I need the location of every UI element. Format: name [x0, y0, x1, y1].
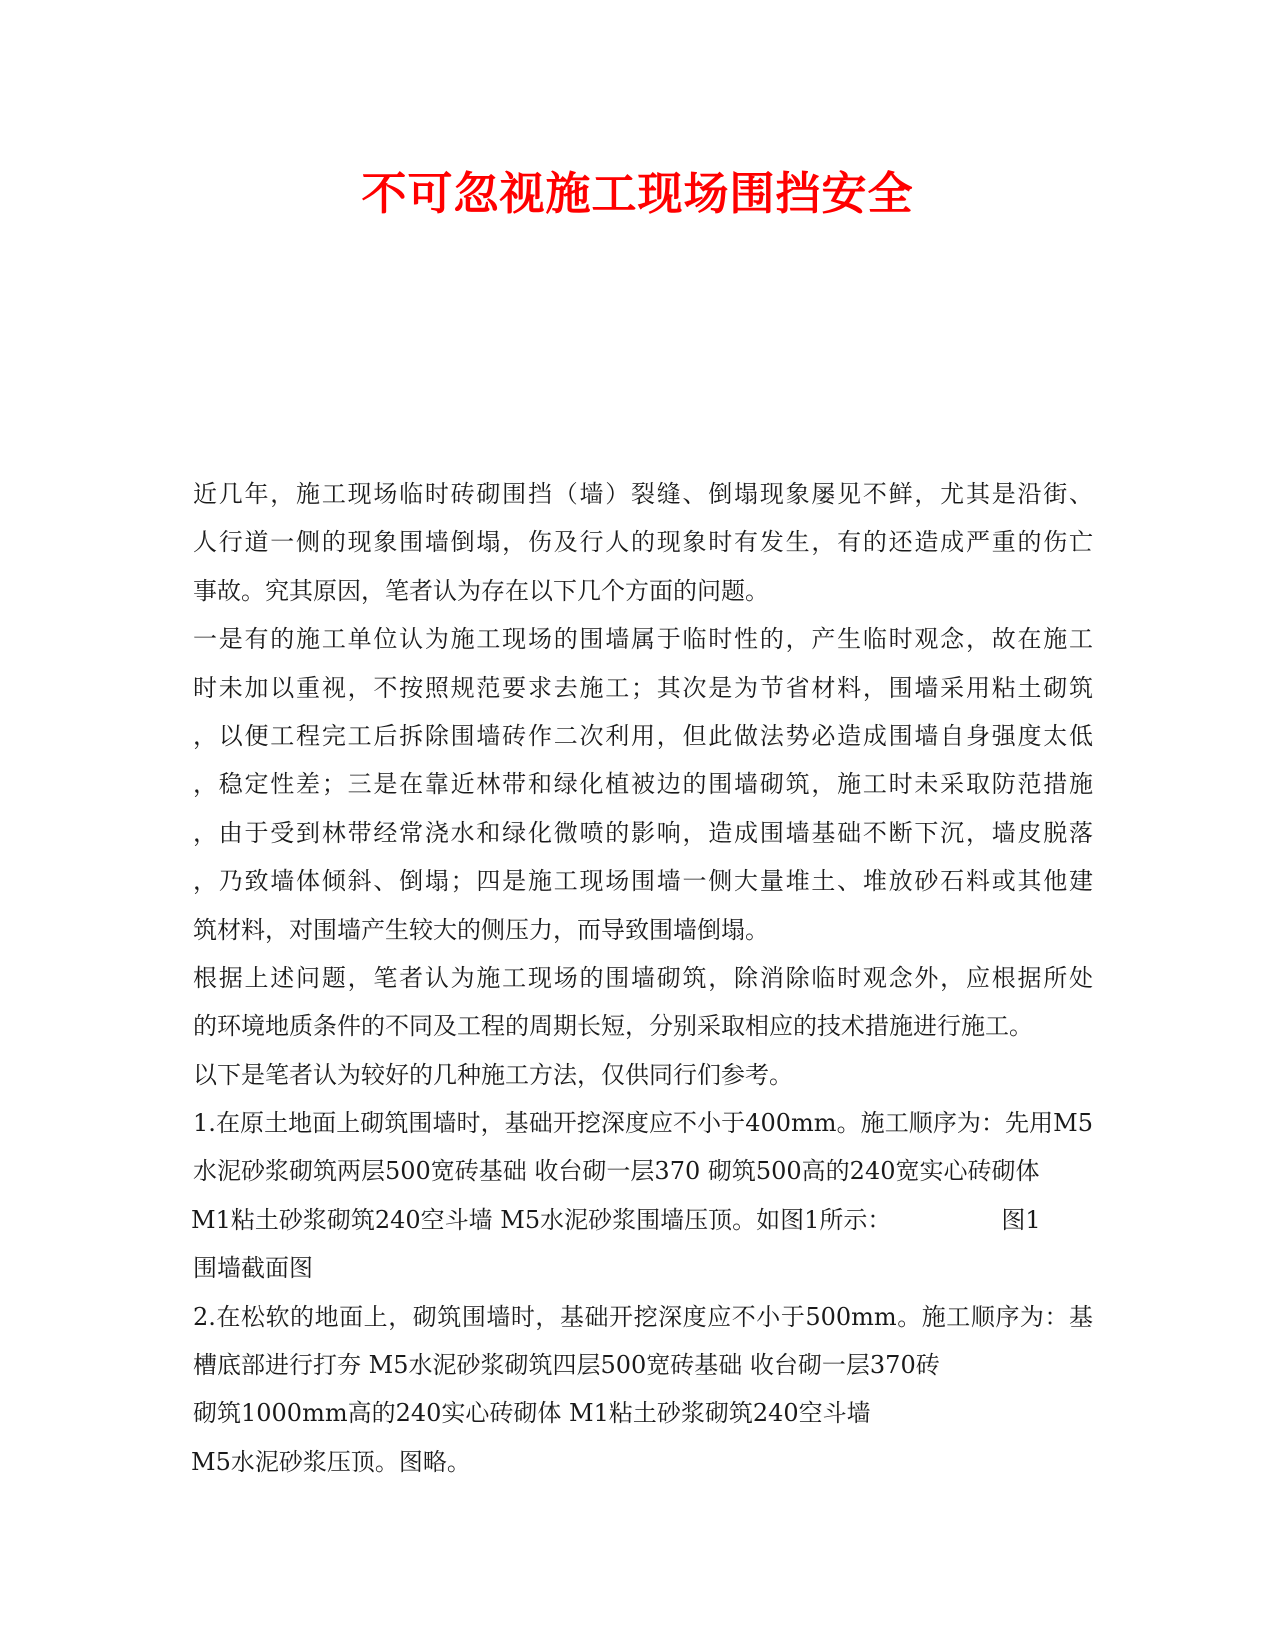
body-line: 水泥砂浆砌筑两层500宽砖基础 收台砌一层370 砌筑500高的240宽实心砖砌体: [193, 1157, 1040, 1186]
body-line: 以下是笔者认为较好的几种施工方法，仅供同行们参考。: [193, 1060, 793, 1089]
body-line: M5水泥砂浆压顶。图略。: [191, 1447, 471, 1476]
body-line: ，以便工程完工后拆除围墙砖作二次利用，但此做法势必造成围墙自身强度太低: [193, 721, 1093, 750]
body-line: 事故。究其原因，笔者认为存在以下几个方面的问题。: [193, 576, 769, 605]
body-line: 时未加以重视，不按照规范要求去施工；其次是为节省材料，围墙采用粘土砌筑: [193, 673, 1093, 702]
body-line: 2.在松软的地面上，砌筑围墙时，基础开挖深度应不小于500mm。施工顺序为：基: [193, 1302, 1093, 1331]
body-line: 人行道一侧的现象围墙倒塌，伤及行人的现象时有发生，有的还造成严重的伤亡: [193, 528, 1093, 557]
figure-label: 图1: [1001, 1205, 1041, 1234]
body-line: 1.在原土地面上砌筑围墙时，基础开挖深度应不小于400mm。施工顺序为：先用M5: [193, 1109, 1093, 1138]
body-line: 筑材料，对围墙产生较大的侧压力，而导致围墙倒塌。: [193, 915, 769, 944]
body-line: 根据上述问题，笔者认为施工现场的围墙砌筑，除消除临时观念外，应根据所处: [193, 963, 1093, 992]
body-line: ，乃致墙体倾斜、倒塌；四是施工现场围墙一侧大量堆土、堆放砂石料或其他建: [193, 867, 1093, 896]
body-line: 槽底部进行打夯 M5水泥砂浆砌筑四层500宽砖基础 收台砌一层370砖: [193, 1351, 940, 1380]
body-line: 一是有的施工单位认为施工现场的围墙属于临时性的，产生临时观念，故在施工: [193, 625, 1093, 654]
body-line: 的环境地质条件的不同及工程的周期长短，分别采取相应的技术措施进行施工。: [193, 1012, 1033, 1041]
body-line-text: M1粘土砂浆砌筑240空斗墙 M5水泥砂浆围墙压顶。如图1所示：: [191, 1205, 892, 1234]
body-line: ，由于受到林带经常浇水和绿化微喷的影响，造成围墙基础不断下沉，墙皮脱落: [193, 818, 1093, 847]
body-line: [191, 1196, 1093, 1244]
body-line: ，稳定性差；三是在靠近林带和绿化植被边的围墙砌筑，施工时未采取防范措施: [193, 770, 1093, 799]
document-title: 不可忽视施工现场围挡安全: [361, 167, 914, 220]
body-line: 近几年，施工现场临时砖砌围挡（墙）裂缝、倒塌现象屡见不鲜，尤其是沿街、: [193, 480, 1093, 508]
document-body: [193, 470, 1093, 1486]
body-line: 砌筑1000mm高的240实心砖砌体 M1粘土砂浆砌筑240空斗墙: [193, 1399, 871, 1428]
figure-caption: 围墙截面图: [193, 1254, 313, 1283]
